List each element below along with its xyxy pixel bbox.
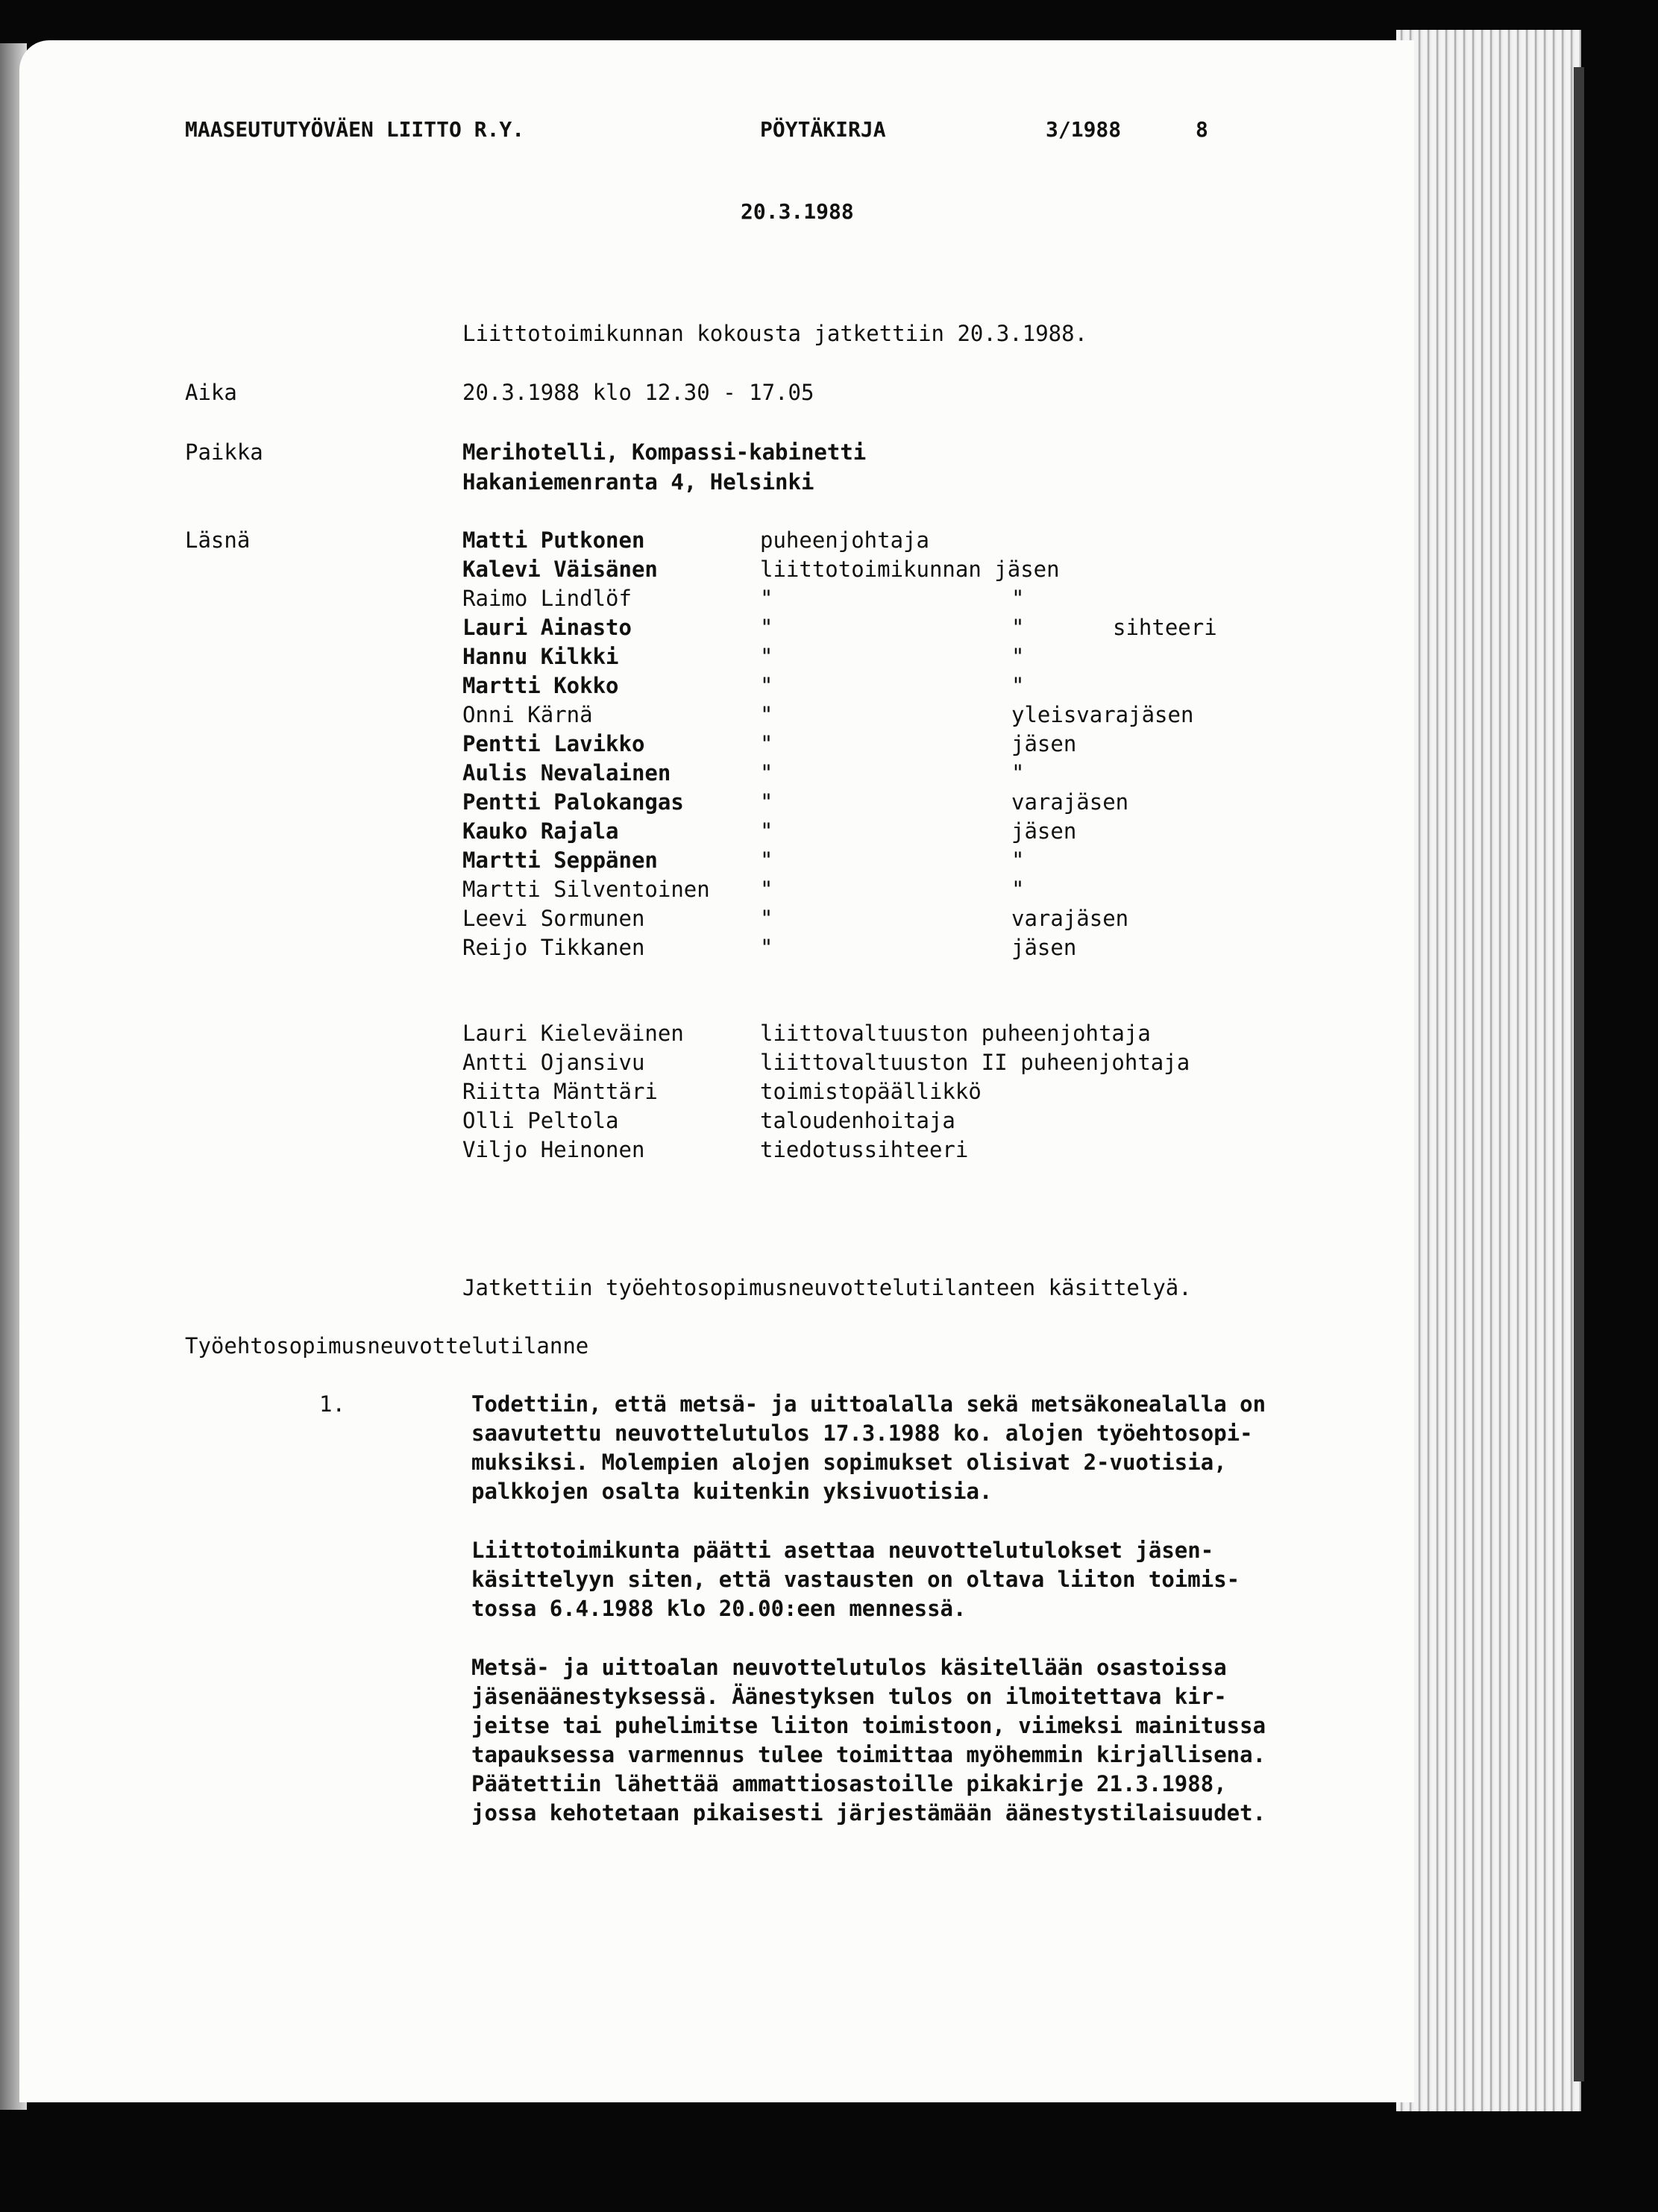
member-name: Hannu Kilkki bbox=[462, 644, 619, 669]
member-role: " bbox=[760, 731, 773, 756]
member-role-detail: varajäsen bbox=[1011, 906, 1129, 931]
paragraph-line: Todettiin, että metsä- ja uittoalalla sekä metsäkonealalla on bbox=[471, 1391, 1266, 1417]
item-number: 1. bbox=[319, 1391, 345, 1417]
book-edge-shadow bbox=[1574, 67, 1584, 2081]
paragraph-line: jäsenäänestyksessä. Äänestyksen tulos on ilmoitettava kir- bbox=[471, 1684, 1227, 1709]
paragraph-line: palkkojen osalta kuitenkin yksivuotisia. bbox=[471, 1479, 993, 1504]
attendee-role: liittovaltuuston II puheenjohtaja bbox=[760, 1050, 1190, 1075]
book-page-stack bbox=[1396, 30, 1581, 2111]
member-role-detail: jäsen bbox=[1011, 935, 1077, 960]
member-role: " bbox=[760, 760, 773, 786]
member-role-detail: yleisvarajäsen bbox=[1011, 702, 1194, 727]
continued-note: Jatkettiin työehtosopimusneuvottelutilanteen käsittelyä. bbox=[462, 1275, 1192, 1300]
attendee-name: Antti Ojansivu bbox=[462, 1050, 645, 1075]
attendee-name: Olli Peltola bbox=[462, 1108, 619, 1133]
member-role-detail: " bbox=[1011, 586, 1025, 611]
member-role: puheenjohtaja bbox=[760, 527, 929, 553]
attendee-role: tiedotussihteeri bbox=[760, 1137, 969, 1162]
document-date: 20.3.1988 bbox=[741, 199, 854, 224]
member-role: " bbox=[760, 615, 773, 640]
paragraph-line: jossa kehotetaan pikaisesti järjestämään äänestystilaisuudet. bbox=[471, 1800, 1266, 1826]
member-role: " bbox=[760, 906, 773, 931]
member-role-detail: jäsen bbox=[1011, 731, 1077, 756]
page-number: 8 bbox=[1196, 117, 1208, 142]
paragraph-line: muksiksi. Molempien alojen sopimukset olisivat 2-vuotisia, bbox=[471, 1450, 1227, 1475]
attendee-role: toimistopäällikkö bbox=[760, 1079, 982, 1104]
member-name: Pentti Palokangas bbox=[462, 789, 684, 815]
member-name: Martti Kokko bbox=[462, 673, 619, 698]
paragraph-line: tossa 6.4.1988 klo 20.00:een mennessä. bbox=[471, 1596, 967, 1621]
member-role-detail: " bbox=[1011, 673, 1025, 698]
paragraph-line: jeitse tai puhelimitse liiton toimistoon, viimeksi mainitussa bbox=[471, 1713, 1266, 1738]
member-role: " bbox=[760, 818, 773, 844]
member-extra-role: sihteeri bbox=[1113, 615, 1217, 640]
organization-name: MAASEUTUTYÖVÄEN LIITTO R.Y. bbox=[185, 117, 525, 142]
member-role-detail: jäsen bbox=[1011, 818, 1077, 844]
paragraph-line: käsittelyyn siten, että vastausten on oltava liiton toimis- bbox=[471, 1567, 1240, 1592]
member-role: " bbox=[760, 877, 773, 902]
member-role-detail: " bbox=[1011, 644, 1025, 669]
place-line: Hakaniemenranta 4, Helsinki bbox=[462, 469, 814, 495]
member-name: Kauko Rajala bbox=[462, 818, 619, 844]
document-type: PÖYTÄKIRJA bbox=[760, 117, 886, 142]
attendee-name: Lauri Kieleväinen bbox=[462, 1021, 684, 1046]
member-role: " bbox=[760, 789, 773, 815]
member-role: " bbox=[760, 586, 773, 611]
paragraph-line: tapauksessa varmennus tulee toimittaa myöhemmin kirjallisena. bbox=[471, 1742, 1266, 1767]
member-role: " bbox=[760, 935, 773, 960]
time-label: Aika bbox=[185, 380, 237, 405]
member-name: Aulis Nevalainen bbox=[462, 760, 671, 786]
attendee-role: liittovaltuuston puheenjohtaja bbox=[760, 1021, 1151, 1046]
paragraph-line: saavutettu neuvottelutulos 17.3.1988 ko. alojen työehtosopi- bbox=[471, 1420, 1253, 1446]
member-name: Reijo Tikkanen bbox=[462, 935, 645, 960]
member-name: Leevi Sormunen bbox=[462, 906, 645, 931]
meeting-intro: Liittotoimikunnan kokousta jatkettiin 20.3.1988. bbox=[462, 321, 1088, 346]
paragraph-line: Päätettiin lähettää ammattiosastoille pikakirje 21.3.1988, bbox=[471, 1771, 1227, 1796]
attendee-role: taloudenhoitaja bbox=[760, 1108, 955, 1133]
section-title: Työehtosopimusneuvottelutilanne bbox=[185, 1333, 589, 1359]
member-role: liittotoimikunnan jäsen bbox=[760, 557, 1060, 582]
attendee-name: Riitta Mänttäri bbox=[462, 1079, 658, 1104]
place-line: Merihotelli, Kompassi-kabinetti bbox=[462, 439, 867, 465]
attendee-name: Viljo Heinonen bbox=[462, 1137, 645, 1162]
document-page bbox=[19, 40, 1414, 2102]
member-name: Martti Silventoinen bbox=[462, 877, 710, 902]
member-name: Kalevi Väisänen bbox=[462, 557, 658, 582]
paragraph-line: Metsä- ja uittoalan neuvottelutulos käsitellään osastoissa bbox=[471, 1655, 1227, 1680]
present-label: Läsnä bbox=[185, 527, 251, 553]
member-role: " bbox=[760, 644, 773, 669]
member-role-detail: " bbox=[1011, 847, 1025, 873]
member-role-detail: varajäsen bbox=[1011, 789, 1129, 815]
member-name: Onni Kärnä bbox=[462, 702, 593, 727]
member-name: Matti Putkonen bbox=[462, 527, 645, 553]
paragraph-line: Liittotoimikunta päätti asettaa neuvottelutulokset jäsen- bbox=[471, 1538, 1214, 1563]
member-role: " bbox=[760, 673, 773, 698]
member-name: Pentti Lavikko bbox=[462, 731, 645, 756]
member-role-detail: " bbox=[1011, 615, 1025, 640]
member-role: " bbox=[760, 702, 773, 727]
member-role: " bbox=[760, 847, 773, 873]
place-label: Paikka bbox=[185, 439, 263, 465]
time-value: 20.3.1988 klo 12.30 - 17.05 bbox=[462, 380, 814, 405]
document-number: 3/1988 bbox=[1046, 117, 1122, 142]
member-role-detail: " bbox=[1011, 760, 1025, 786]
member-name: Lauri Ainasto bbox=[462, 615, 632, 640]
member-role-detail: " bbox=[1011, 877, 1025, 902]
member-name: Raimo Lindlöf bbox=[462, 586, 632, 611]
member-name: Martti Seppänen bbox=[462, 847, 658, 873]
